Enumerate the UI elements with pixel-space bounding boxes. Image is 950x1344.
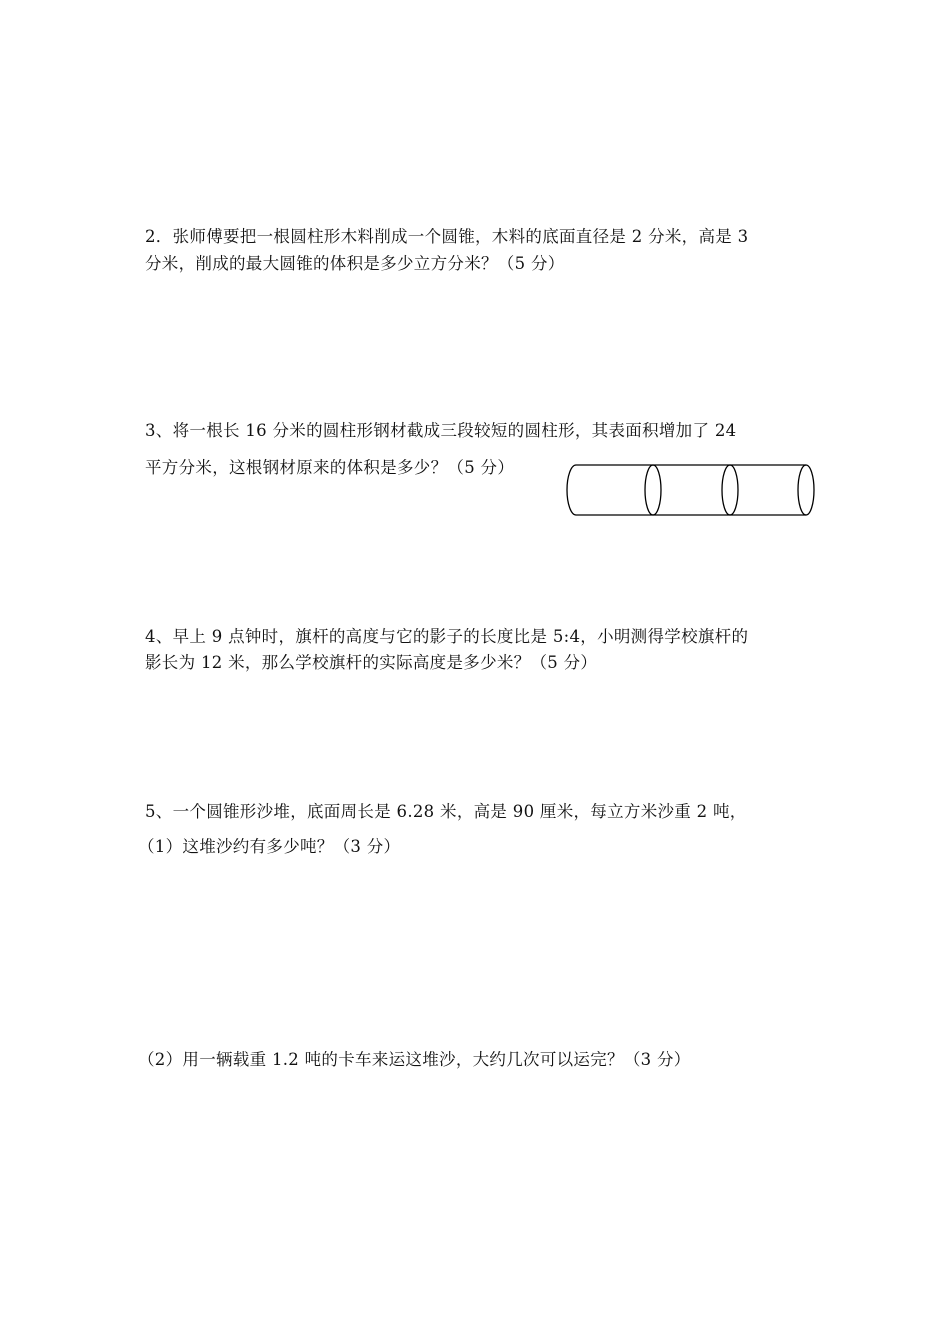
cylinder-right-end (798, 465, 814, 515)
question-4-line-2: 影长为 12 米，那么学校旗杆的实际高度是多少米？（5 分） (145, 653, 598, 672)
question-2-line-1: 2．张师傅要把一根圆柱形木料削成一个圆锥，木料的底面直径是 2 分米，高是 3 (145, 227, 749, 246)
question-5-line-1: 5、一个圆锥形沙堆，底面周长是 6.28 米，高是 90 厘米，每立方米沙重 2 吨， (145, 802, 747, 821)
cylinder-cut-into-three-icon (560, 460, 822, 522)
question-5-part-2: （2）用一辆载重 1.2 吨的卡车来运这堆沙，大约几次可以运完？（3 分） (138, 1050, 691, 1069)
cylinder-cut-1 (645, 465, 661, 515)
question-3-line-2: 平方分米，这根钢材原来的体积是多少？（5 分） (145, 458, 515, 477)
cylinder-left-end (567, 465, 576, 515)
question-5-part-1: （1）这堆沙约有多少吨？（3 分） (138, 837, 401, 856)
cylinder-cut-2 (722, 465, 738, 515)
question-3-line-1: 3、将一根长 16 分米的圆柱形钢材截成三段较短的圆柱形，其表面积增加了 24 (145, 421, 737, 440)
question-2-line-2: 分米，削成的最大圆锥的体积是多少立方分米？（5 分） (145, 254, 565, 273)
question-4-line-1: 4、早上 9 点钟时，旗杆的高度与它的影子的长度比是 5:4，小明测得学校旗杆的 (145, 627, 749, 646)
